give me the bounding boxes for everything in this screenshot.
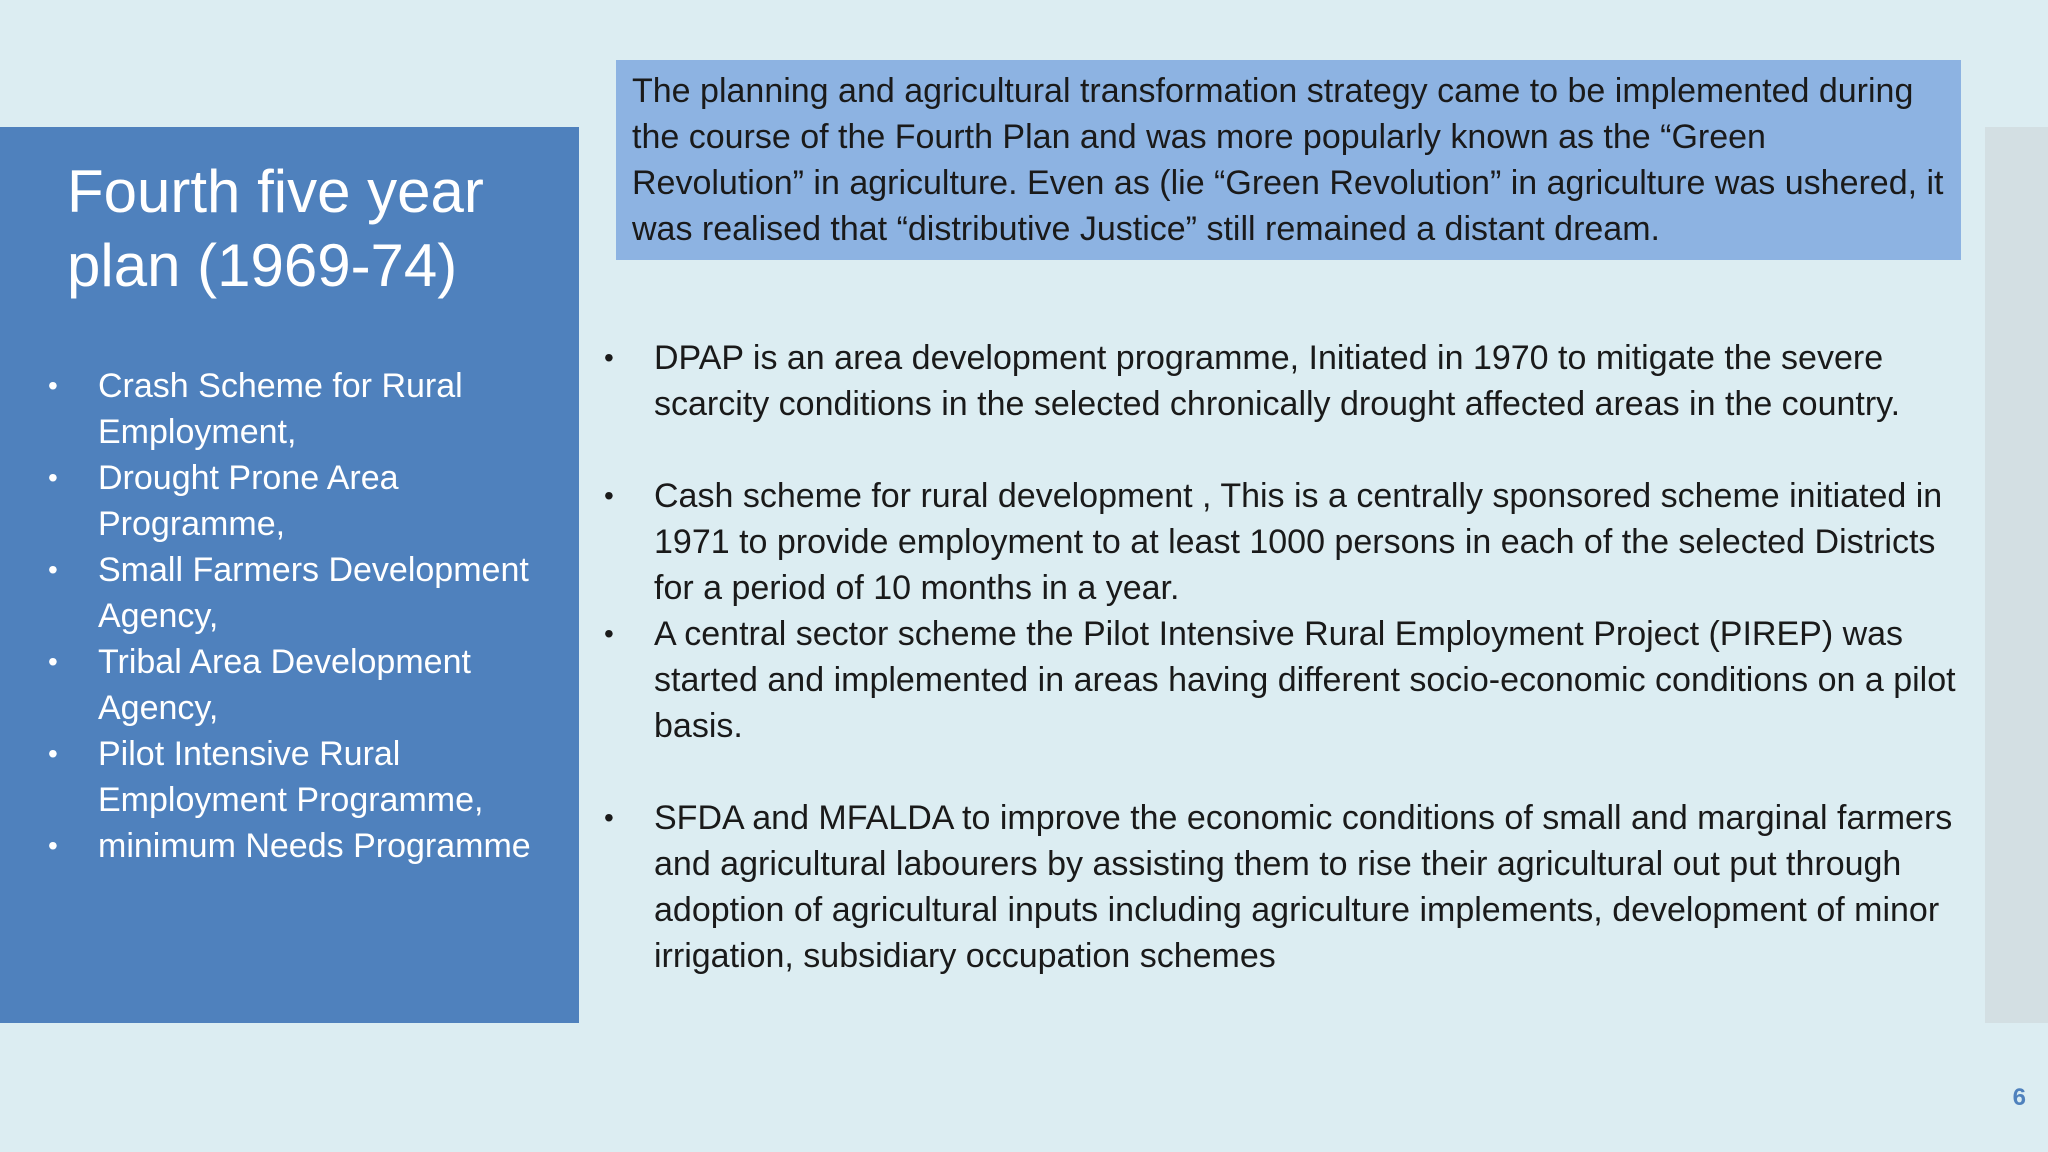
- programme-detail-item: [600, 335, 1960, 427]
- scheme-list-item: [48, 363, 538, 455]
- scheme-list-item-text: Small Farmers Development Agency,: [98, 551, 529, 635]
- scheme-list-item-text: Pilot Intensive Rural Employment Programme,: [98, 735, 484, 819]
- intro-text-box: [616, 60, 1961, 260]
- scheme-list-item-text: Crash Scheme for Rural Employment,: [98, 367, 463, 451]
- bullet-icon: •: [48, 830, 58, 861]
- scheme-list-item: [48, 731, 538, 823]
- slide-title: Fourth five year plan (1969-74): [67, 158, 484, 299]
- intro-text: The planning and agricultural transformation strategy came to be implemented during the course of the Fourth Plan and was more popularly known as the “Green Revolution” in agriculture. Even as (lie “Green Revolution” in agriculture was ushered, it was realised that “distributive Justice” still remained a distant dream.: [632, 72, 1944, 248]
- scheme-list-item-text: Tribal Area Development Agency,: [98, 643, 471, 727]
- scheme-list: [48, 363, 538, 869]
- bullet-icon: •: [604, 342, 614, 373]
- bullet-icon: •: [48, 462, 58, 493]
- bullet-icon: •: [604, 618, 614, 649]
- programme-detail-item: [600, 473, 1960, 611]
- programme-detail-text: DPAP is an area development programme, Initiated in 1970 to mitigate the severe scarcity conditions in the selected chronically drought affected areas in the country.: [654, 339, 1901, 423]
- bullet-icon: •: [604, 480, 614, 511]
- scheme-list-item: [48, 823, 538, 869]
- right-accent-strip: [1985, 127, 2048, 1023]
- programme-detail-text: A central sector scheme the Pilot Intensive Rural Employment Project (PIREP) was started and implemented in areas having different socio-economic conditions on a pilot basis.: [654, 615, 1956, 745]
- programme-detail-text: Cash scheme for rural development , This is a centrally sponsored scheme initiated in 1971 to provide employment to at least 1000 persons in each of the selected Districts for a period of 10 months in a year.: [654, 477, 1943, 607]
- bullet-icon: •: [48, 646, 58, 677]
- scheme-list-item: [48, 547, 538, 639]
- scheme-list-item: [48, 639, 538, 731]
- scheme-list-item-text: Drought Prone Area Programme,: [98, 459, 399, 543]
- bullet-icon: •: [48, 554, 58, 585]
- programme-detail-text: SFDA and MFALDA to improve the economic conditions of small and marginal farmers and agricultural labourers by assisting them to rise their agricultural out put through adoption of agricultural inputs including agriculture implements, development of minor irrigation, subsidiary occupation schemes: [654, 799, 1953, 975]
- page-number: 6: [2012, 1084, 2026, 1111]
- bullet-icon: •: [48, 370, 58, 401]
- programme-detail-item: [600, 795, 1960, 979]
- scheme-list-item: [48, 455, 538, 547]
- programme-details-list: [600, 335, 1960, 979]
- programme-detail-item: [600, 611, 1960, 749]
- bullet-icon: •: [604, 802, 614, 833]
- scheme-list-item-text: minimum Needs Programme: [98, 827, 531, 865]
- bullet-icon: •: [48, 738, 58, 769]
